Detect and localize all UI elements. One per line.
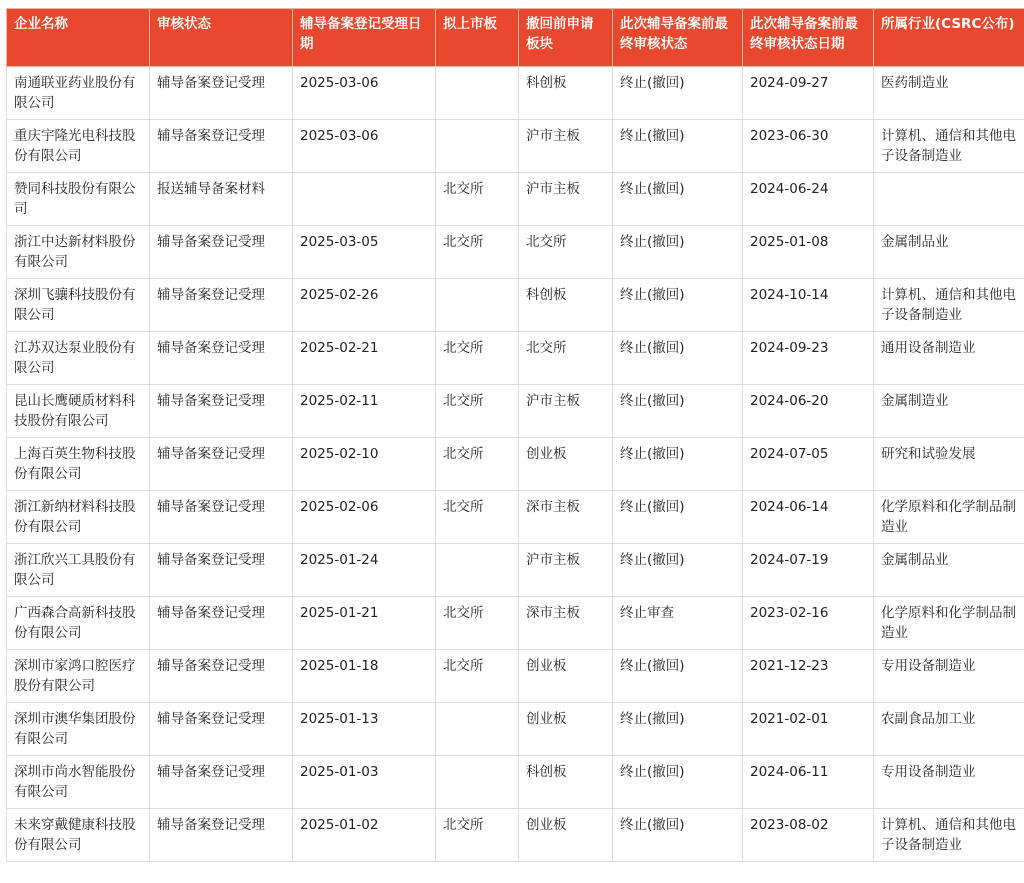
company-name-cell: 南通联亚药业股份有限公司 [7,67,150,120]
company-name-cell: 浙江新纳材料科技股份有限公司 [7,491,150,544]
prior-final-status-cell: 终止(撤回) [613,279,743,332]
prior-final-status-cell: 终止(撤回) [613,756,743,809]
planned-board-cell: 北交所 [436,332,519,385]
acceptance-date-cell: 2025-01-24 [293,544,436,597]
planned-board-cell: 北交所 [436,226,519,279]
company-name-cell: 重庆宇隆光电科技股份有限公司 [7,120,150,173]
column-header: 此次辅导备案前最终审核状态日期 [743,9,874,67]
column-header: 所属行业(CSRC公布) [874,9,1024,67]
industry-cell: 医药制造业 [874,67,1024,120]
prior-final-status-date-cell: 2024-06-24 [743,173,874,226]
prior-final-status-date-cell: 2024-07-05 [743,438,874,491]
prior-final-status-date-cell: 2024-06-11 [743,756,874,809]
prior-final-status-date-cell: 2021-02-01 [743,703,874,756]
acceptance-date-cell: 2025-02-21 [293,332,436,385]
planned-board-cell: 北交所 [436,438,519,491]
industry-cell: 计算机、通信和其他电子设备制造业 [874,809,1024,862]
planned-board-cell [436,120,519,173]
prior-board-cell: 创业板 [519,809,613,862]
prior-final-status-date-cell: 2023-06-30 [743,120,874,173]
planned-board-cell: 北交所 [436,491,519,544]
prior-board-cell: 沪市主板 [519,120,613,173]
prior-final-status-cell: 终止(撤回) [613,491,743,544]
company-name-cell: 广西森合高新科技股份有限公司 [7,597,150,650]
prior-final-status-cell: 终止(撤回) [613,332,743,385]
prior-final-status-date-cell: 2024-10-14 [743,279,874,332]
table-row [7,226,1024,279]
acceptance-date-cell: 2025-01-02 [293,809,436,862]
prior-final-status-cell: 终止(撤回) [613,438,743,491]
planned-board-cell: 北交所 [436,809,519,862]
industry-cell: 专用设备制造业 [874,756,1024,809]
prior-board-cell: 科创板 [519,279,613,332]
prior-final-status-cell: 终止审查 [613,597,743,650]
prior-board-cell: 沪市主板 [519,173,613,226]
prior-board-cell: 科创板 [519,67,613,120]
planned-board-cell [436,756,519,809]
planned-board-cell: 北交所 [436,385,519,438]
review-status-cell: 辅导备案登记受理 [150,703,293,756]
review-status-cell: 辅导备案登记受理 [150,438,293,491]
acceptance-date-cell: 2025-01-03 [293,756,436,809]
table-row [7,650,1024,703]
table-row [7,173,1024,226]
review-status-cell: 辅导备案登记受理 [150,332,293,385]
prior-board-cell: 北交所 [519,226,613,279]
prior-board-cell: 科创板 [519,756,613,809]
company-name-cell: 未来穿戴健康科技股份有限公司 [7,809,150,862]
review-status-cell: 辅导备案登记受理 [150,279,293,332]
industry-cell: 化学原料和化学制品制造业 [874,491,1024,544]
prior-final-status-cell: 终止(撤回) [613,120,743,173]
acceptance-date-cell: 2025-03-06 [293,120,436,173]
prior-final-status-date-cell: 2024-09-23 [743,332,874,385]
prior-final-status-date-cell: 2025-01-08 [743,226,874,279]
prior-board-cell: 沪市主板 [519,385,613,438]
planned-board-cell [436,279,519,332]
planned-board-cell: 北交所 [436,597,519,650]
table-row [7,597,1024,650]
column-header: 企业名称 [7,9,150,67]
prior-final-status-cell: 终止(撤回) [613,67,743,120]
table-row [7,385,1024,438]
prior-board-cell: 深市主板 [519,597,613,650]
table-row [7,438,1024,491]
prior-final-status-date-cell: 2024-09-27 [743,67,874,120]
column-header: 审核状态 [150,9,293,67]
review-status-cell: 辅导备案登记受理 [150,491,293,544]
table-row [7,703,1024,756]
industry-cell: 计算机、通信和其他电子设备制造业 [874,120,1024,173]
acceptance-date-cell: 2025-03-06 [293,67,436,120]
industry-cell: 化学原料和化学制品制造业 [874,597,1024,650]
table-header-row [7,9,1024,67]
review-status-cell: 报送辅导备案材料 [150,173,293,226]
industry-cell: 计算机、通信和其他电子设备制造业 [874,279,1024,332]
prior-board-cell: 北交所 [519,332,613,385]
prior-final-status-date-cell: 2024-06-14 [743,491,874,544]
acceptance-date-cell: 2025-01-18 [293,650,436,703]
planned-board-cell [436,544,519,597]
acceptance-date-cell: 2025-02-10 [293,438,436,491]
acceptance-date-cell: 2025-02-11 [293,385,436,438]
company-name-cell: 上海百英生物科技股份有限公司 [7,438,150,491]
table-body [7,67,1024,862]
company-name-cell: 深圳市尚水智能股份有限公司 [7,756,150,809]
company-name-cell: 深圳市家鸿口腔医疗股份有限公司 [7,650,150,703]
table-row [7,67,1024,120]
prior-board-cell: 创业板 [519,703,613,756]
ipo-filing-table [6,8,1024,862]
planned-board-cell: 北交所 [436,173,519,226]
prior-final-status-cell: 终止(撤回) [613,650,743,703]
prior-final-status-cell: 终止(撤回) [613,385,743,438]
column-header: 撤回前申请板块 [519,9,613,67]
review-status-cell: 辅导备案登记受理 [150,226,293,279]
table-row [7,279,1024,332]
acceptance-date-cell: 2025-01-13 [293,703,436,756]
prior-final-status-cell: 终止(撤回) [613,703,743,756]
planned-board-cell [436,67,519,120]
planned-board-cell [436,703,519,756]
industry-cell: 金属制造业 [874,385,1024,438]
table-row [7,809,1024,862]
prior-final-status-date-cell: 2023-08-02 [743,809,874,862]
review-status-cell: 辅导备案登记受理 [150,597,293,650]
review-status-cell: 辅导备案登记受理 [150,385,293,438]
acceptance-date-cell: 2025-02-06 [293,491,436,544]
company-name-cell: 浙江欣兴工具股份有限公司 [7,544,150,597]
industry-cell: 专用设备制造业 [874,650,1024,703]
review-status-cell: 辅导备案登记受理 [150,120,293,173]
review-status-cell: 辅导备案登记受理 [150,544,293,597]
company-name-cell: 深圳市澳华集团股份有限公司 [7,703,150,756]
prior-final-status-cell: 终止(撤回) [613,173,743,226]
planned-board-cell: 北交所 [436,650,519,703]
acceptance-date-cell: 2025-01-21 [293,597,436,650]
company-name-cell: 江苏双达泵业股份有限公司 [7,332,150,385]
column-header: 此次辅导备案前最终审核状态 [613,9,743,67]
industry-cell [874,173,1024,226]
table-row [7,544,1024,597]
industry-cell: 农副食品加工业 [874,703,1024,756]
prior-board-cell: 创业板 [519,438,613,491]
company-name-cell: 浙江中达新材料股份有限公司 [7,226,150,279]
review-status-cell: 辅导备案登记受理 [150,809,293,862]
column-header: 拟上市板 [436,9,519,67]
prior-board-cell: 创业板 [519,650,613,703]
acceptance-date-cell: 2025-02-26 [293,279,436,332]
industry-cell: 通用设备制造业 [874,332,1024,385]
prior-final-status-date-cell: 2024-07-19 [743,544,874,597]
prior-final-status-date-cell: 2024-06-20 [743,385,874,438]
column-header: 辅导备案登记受理日期 [293,9,436,67]
table-row [7,120,1024,173]
review-status-cell: 辅导备案登记受理 [150,67,293,120]
prior-final-status-cell: 终止(撤回) [613,544,743,597]
prior-board-cell: 沪市主板 [519,544,613,597]
prior-final-status-cell: 终止(撤回) [613,809,743,862]
industry-cell: 金属制品业 [874,544,1024,597]
company-name-cell: 深圳飞骧科技股份有限公司 [7,279,150,332]
table-row [7,491,1024,544]
table-row [7,332,1024,385]
table-row [7,756,1024,809]
industry-cell: 研究和试验发展 [874,438,1024,491]
review-status-cell: 辅导备案登记受理 [150,756,293,809]
acceptance-date-cell: 2025-03-05 [293,226,436,279]
acceptance-date-cell [293,173,436,226]
industry-cell: 金属制品业 [874,226,1024,279]
company-name-cell: 赞同科技股份有限公司 [7,173,150,226]
company-name-cell: 昆山长鹰硬质材料科技股份有限公司 [7,385,150,438]
prior-final-status-date-cell: 2023-02-16 [743,597,874,650]
prior-board-cell: 深市主板 [519,491,613,544]
prior-final-status-cell: 终止(撤回) [613,226,743,279]
prior-final-status-date-cell: 2021-12-23 [743,650,874,703]
review-status-cell: 辅导备案登记受理 [150,650,293,703]
